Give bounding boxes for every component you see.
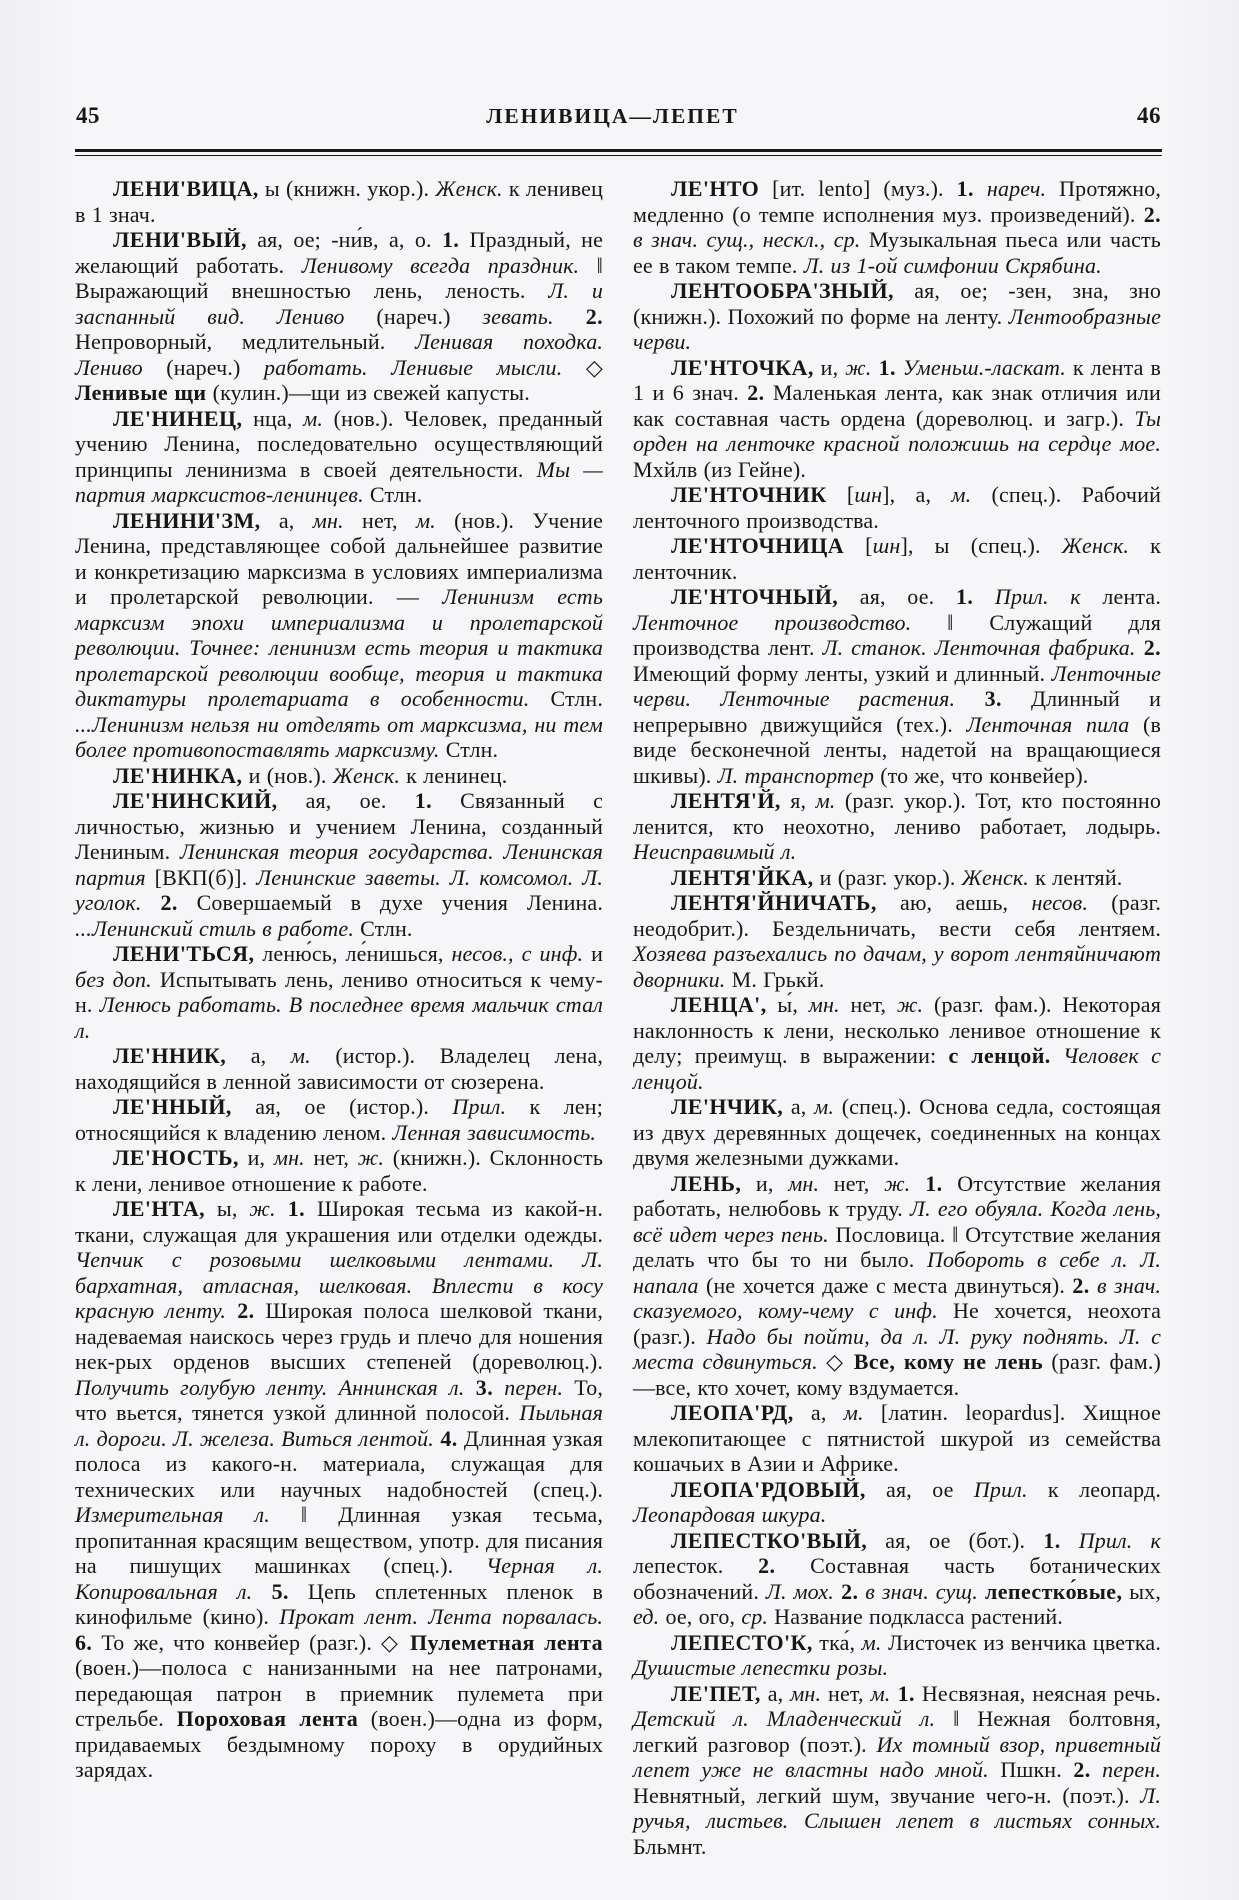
bold-text-run: ЛЕНТЯ'ЙНИЧАТЬ,	[671, 890, 877, 915]
dictionary-entry	[633, 584, 1161, 788]
bold-text-run: ЛЕ'НИНЕЦ,	[113, 405, 243, 431]
bold-text-run: ЛЕНИ'ТЬСЯ,	[113, 941, 255, 966]
bold-text-run: 4.	[433, 1425, 458, 1451]
text-run: М. Грькй.	[725, 966, 825, 992]
text-run: к лен; относящийся к владению леном.	[75, 1094, 603, 1145]
text-run: аю, аешь,	[876, 890, 1032, 915]
italic-text-run: Надо бы пойти, да л. Л. руку поднять. Л. с места сдвинуться.	[633, 1323, 1161, 1374]
bold-text-run: ЛЕ'НТОЧКА,	[671, 354, 814, 380]
text-run: То же, что конвейер (разг.). ◇	[92, 1629, 411, 1655]
italic-text-run: Чепчик с розовыми шелковыми лентами. Л. бархатная, атласная, шелковая. Вплести в косу красную ленту.	[75, 1247, 603, 1323]
text-run: нца,	[242, 405, 304, 431]
text-run: Совершаемый в духе учения Ленина.	[177, 890, 603, 915]
bold-text-run: 1.	[1043, 1527, 1061, 1553]
italic-text-run: в знач. сказуемого, кому-чему с инф.	[633, 1272, 1161, 1323]
header-double-rule	[75, 149, 1162, 156]
text-run: нет,	[304, 1145, 358, 1170]
text-run: (книжн.). Склонность к лени, ленивое отношение к работе.	[75, 1145, 604, 1196]
bold-text-run: ЛЕНЦА',	[671, 992, 767, 1017]
italic-text-run: без доп.	[75, 966, 152, 992]
text-run: Протяжно, медленно (о темпе исполнения муз. произведений).	[633, 176, 1162, 227]
italic-text-run: мн.	[273, 1145, 305, 1170]
column-left	[75, 176, 603, 1859]
italic-text-run: Л. станок. Ленточная фабрика.	[822, 635, 1136, 660]
text-run: (в виде бесконечной ленты, надетой на вращающиеся шкивы).	[633, 711, 1161, 788]
text-run: Листочек из венчика цветка.	[881, 1629, 1161, 1655]
text-run: Длинный и непрерывно движущийся (тех.).	[633, 686, 1161, 737]
text-run: Стлн.	[363, 482, 423, 507]
text-run: ая, ое.	[838, 584, 956, 609]
text-run: и,	[813, 354, 846, 380]
bold-text-run: 2.	[226, 1298, 255, 1323]
bold-text-run: 1.	[910, 1170, 943, 1196]
bold-text-run: 2.	[833, 1578, 859, 1604]
text-run: Маленькая лента, как знак отличия или как составная часть ордена (дореволюц. и загр.).	[633, 380, 1161, 431]
text-run: ая, ое	[865, 1476, 974, 1502]
bold-text-run: ЛЕНТООБРА'ЗНЫЙ,	[671, 278, 894, 303]
text-run: ], а,	[882, 482, 952, 507]
text-run: нет,	[821, 1680, 871, 1706]
italic-text-run: Л. ручья, листьев. Слышен лепет в листьях сонных.	[633, 1782, 1161, 1833]
bold-text-run: 3.	[955, 686, 1002, 711]
italic-text-run: Побороть в себе л. Л. напала	[633, 1247, 1161, 1298]
text-run: (спец.). Основа седла, состоящая из двух деревянных дощечек, соединенных на концах двумя железными дужками.	[633, 1094, 1161, 1170]
text-run: (разг. фам.)—все, кто хочет, кому вздумается.	[633, 1349, 1161, 1400]
italic-text-run: шн	[872, 533, 901, 558]
text-run: ы (книжн. укор.).	[258, 176, 436, 201]
italic-text-run: Ленивая походка. Лениво	[75, 329, 603, 380]
italic-text-run: Прил.	[973, 1476, 1028, 1502]
text-run: а,	[226, 1043, 291, 1068]
text-run: ая, ое (истор.).	[231, 1094, 453, 1119]
text-run: (разг. укор.). Тот, кто постоянно ленится, кто неохотно, лениво работает, лодырь.	[633, 788, 1161, 839]
bold-text-run: Пороховая лента	[176, 1706, 359, 1731]
italic-text-run: ...Ленинский стиль в работе.	[75, 915, 354, 941]
text-run: (нареч.)	[142, 354, 265, 380]
italic-text-run: Женск.	[1061, 533, 1130, 558]
italic-text-run: Прил. к	[973, 584, 1081, 609]
bold-text-run: 2.	[1072, 1272, 1090, 1298]
text-run: (разг. фам.). Некоторая наклонность к лени, несколько ленивое отношение к делу; преимущ. в выражении:	[633, 992, 1161, 1068]
text-run: [	[826, 482, 855, 507]
italic-text-run: Ленная зависимость.	[392, 1119, 597, 1145]
text-run: [ВКП(б)].	[145, 864, 257, 890]
italic-text-run: ж.	[357, 1145, 385, 1170]
text-run: (кулин.)—щи из свежей капусты.	[206, 380, 530, 405]
dictionary-entry	[633, 176, 1161, 278]
italic-text-run: ж.	[884, 1170, 911, 1196]
dictionary-entry	[75, 763, 603, 789]
italic-text-run: Л. из 1-ой симфонии Скрябина.	[803, 252, 1102, 278]
dictionary-entry	[633, 992, 1161, 1094]
bold-text-run: ЛЕОПА'РД,	[671, 1400, 794, 1425]
bold-text-run: лепестко́вые,	[977, 1578, 1123, 1604]
text-run: [ит. lento] (муз.).	[759, 176, 957, 201]
bold-text-run: 5.	[252, 1578, 289, 1604]
text-run: (не хочется даже с места двинуться).	[698, 1272, 1073, 1298]
text-run: Не хочется, неохота (разг.).	[633, 1298, 1161, 1349]
page-header	[76, 103, 1161, 129]
bold-text-run: 3.	[464, 1374, 494, 1400]
bold-text-run: ЛЕ'НОСТЬ,	[113, 1145, 239, 1170]
italic-text-run: м.	[814, 1094, 834, 1119]
italic-text-run: Мы — партия марксистов-ленинцев.	[75, 456, 603, 507]
italic-text-run: ж.	[896, 992, 924, 1017]
text-run: к лентяй.	[1028, 864, 1123, 890]
bold-text-run: Пулеметная лента	[410, 1629, 603, 1655]
bold-text-run: ЛЕ'НТОЧНИК	[671, 482, 827, 507]
italic-text-run: м.	[290, 1043, 311, 1068]
text-run: я,	[780, 788, 816, 813]
dictionary-entry	[633, 788, 1161, 865]
text-run: к леопард.	[1027, 1476, 1161, 1502]
italic-text-run: перен.	[493, 1374, 564, 1400]
text-run: Стлн.	[439, 737, 499, 762]
text-run: (нов.). Учение Ленина, представляющее собой дальнейшее развитие и конкретизацию марксизма в условиях империализма и пролетарской революции. —	[75, 507, 603, 609]
italic-text-run: Прокат лент. Лента порвалась.	[279, 1604, 603, 1629]
text-run: Пшкн.	[988, 1757, 1074, 1782]
bold-text-run: с ленцой.	[948, 1043, 1051, 1068]
bold-text-run: ЛЕНТЯ'Й,	[671, 788, 781, 813]
text-run: Испытывать лень, лениво относиться к чему-н.	[75, 966, 603, 1017]
italic-text-run: Леопардовая шкура.	[633, 1502, 827, 1527]
text-run: [	[844, 533, 873, 558]
text-run: Название подкласса растений.	[768, 1604, 1063, 1629]
bold-text-run: ЛЕ'НИНКА,	[113, 762, 243, 788]
text-run: ◇	[817, 1349, 854, 1374]
italic-text-run: Душистые лепестки розы.	[633, 1655, 889, 1680]
text-run: ‖ Выражающий внешностью лень, леность.	[75, 252, 603, 303]
text-columns	[75, 176, 1161, 1859]
text-run: к ленинец.	[400, 762, 508, 788]
text-run: ая, ое; -ни́в, а, о.	[246, 227, 442, 252]
italic-text-run: зевать.	[482, 303, 554, 329]
italic-text-run: Прил.	[452, 1094, 507, 1119]
italic-text-run: в знач. сущ.	[858, 1578, 978, 1604]
text-run: к ленивец в 1 знач.	[75, 176, 603, 227]
italic-text-run: м.	[861, 1629, 882, 1655]
text-run: Бльмнт.	[633, 1833, 707, 1859]
italic-text-run: нареч.	[973, 176, 1047, 201]
text-run: (нареч.)	[344, 303, 483, 329]
bold-text-run: 2.	[553, 303, 603, 329]
text-run: нет,	[819, 1170, 885, 1196]
text-run: ы́,	[766, 992, 809, 1017]
text-run: [латин. leopardus]. Хищное млекопитающее с пятнистой шкурой из семейства кошачьих в Азии и Африке.	[633, 1400, 1161, 1476]
dictionary-entry	[633, 1681, 1161, 1860]
italic-text-run: Их томный взор, приветный лепет уже не властны надо мной.	[633, 1731, 1161, 1782]
bold-text-run: 1.	[955, 584, 974, 609]
text-run: ], ы (спец.).	[900, 533, 1062, 558]
italic-text-run: м.	[303, 405, 323, 431]
bold-text-run: 1.	[441, 227, 460, 252]
text-run: ‖ Длинная узкая тесьма, пропитанная красящим веществом, употр. для писания на пишущих машинках (спец.).	[75, 1502, 603, 1578]
dictionary-entry	[75, 1145, 603, 1196]
column-right	[633, 176, 1161, 1859]
italic-text-run: мн.	[788, 1170, 820, 1196]
dictionary-entry	[633, 865, 1161, 891]
italic-text-run: Детский л. Младенческий л.	[633, 1706, 936, 1731]
italic-text-run: ср.	[741, 1604, 769, 1629]
italic-text-run: Ты орден на ленточке красной положишь на сердце мое.	[633, 405, 1161, 456]
text-run: Широкая тесьма из какой-н. ткани, служащая для украшения или отделки одежды.	[75, 1196, 603, 1247]
dictionary-entry	[75, 788, 603, 941]
text-run: ‖ Нежная болтовня, легкий разговор (поэт.).	[633, 1706, 1161, 1757]
italic-text-run: Ленинская теория государства. Ленинская партия	[75, 839, 603, 890]
running-head-title: ЛЕНИВИЦА—ЛЕПЕТ	[486, 104, 739, 128]
bold-text-run: ЛЕ'НТОЧНЫЙ,	[671, 584, 839, 609]
dictionary-entry	[75, 176, 603, 227]
text-run: (нов.). Человек, преданный учению Ленина, последовательно осуществляющий принципы ленинизма в своей деятельности.	[75, 405, 603, 482]
dictionary-entry	[75, 406, 603, 508]
dictionary-entry	[633, 355, 1161, 483]
bold-text-run: ЛЕ'НТО	[671, 176, 760, 201]
bold-text-run: ЛЕПЕСТКО'ВЫЙ,	[671, 1527, 868, 1553]
italic-text-run: в знач. сущ., нескл., ср.	[633, 227, 861, 252]
text-run: ая, ое (бот.).	[867, 1527, 1044, 1553]
text-run: Пословица. ‖ Отсутствие желания делать что бы то ни было.	[633, 1221, 1162, 1272]
dictionary-entry	[75, 1043, 603, 1094]
text-run: (воен.)—полоса с нанизанными на нее патронами, передающая патрон в приемник пулемета при стрельбе.	[75, 1655, 603, 1731]
text-run: Невнятный, легкий шум, звучание чего-н. (поэт.).	[633, 1782, 1141, 1808]
bold-text-run: 1.	[871, 354, 896, 380]
dictionary-entry	[633, 890, 1161, 992]
text-run: Непроворный, медлительный.	[75, 329, 416, 354]
italic-text-run: Пыльная л. дороги. Л. железа. Виться лентой.	[75, 1400, 603, 1451]
italic-text-run: Ленточная пила	[966, 711, 1130, 737]
italic-text-run: Л. его обуяла. Когда лень, всё идет через пень.	[633, 1196, 1162, 1247]
text-run: а,	[760, 1680, 791, 1706]
italic-text-run: перен.	[1090, 1757, 1162, 1782]
italic-text-run: ж.	[845, 354, 872, 380]
italic-text-run: Ленточное производство.	[633, 609, 912, 635]
dictionary-entry	[75, 227, 603, 406]
italic-text-run: ...Ленинизм нельзя ни отделять от марксизма, ни тем более противопоставлять марксизму.	[75, 711, 603, 762]
bold-text-run: ЛЕПЕСТО'К,	[671, 1629, 813, 1655]
dictionary-entry	[75, 941, 603, 1043]
italic-text-run: Л. транспортер	[717, 762, 875, 788]
bold-text-run: ЛЕ'НТА,	[113, 1196, 206, 1221]
bold-text-run: Все, кому не лень	[853, 1349, 1043, 1374]
text-run: тка́,	[812, 1629, 862, 1655]
text-run: а,	[260, 507, 313, 533]
text-run: лепесток.	[633, 1553, 759, 1578]
bold-text-run: 2.	[141, 890, 178, 915]
bold-text-run: 6.	[75, 1629, 93, 1655]
bold-text-run: ЛЕ'НИНСКИЙ,	[113, 788, 278, 813]
text-run: нет,	[343, 507, 416, 533]
italic-text-run: мн.	[808, 992, 840, 1017]
text-run: к ленточник.	[633, 533, 1161, 584]
italic-text-run: м.	[870, 1680, 891, 1706]
dictionary-entry	[633, 1094, 1161, 1171]
bold-text-run: 1.	[890, 1680, 915, 1706]
text-run: а,	[783, 1094, 815, 1119]
text-run: а,	[793, 1400, 844, 1425]
italic-text-run: Женск.	[961, 864, 1029, 890]
text-run: Составная часть ботанических обозначений.	[633, 1553, 1161, 1604]
italic-text-run: Лентообразные черви.	[633, 303, 1161, 354]
italic-text-run: Ленточные черви. Ленточные растения.	[633, 660, 1161, 711]
italic-text-run: Уменьш.-ласкат.	[895, 354, 1066, 380]
text-run: и (нов.).	[242, 762, 333, 788]
italic-text-run: м.	[843, 1400, 864, 1425]
text-run: Отсутствие желания работать, нелюбовь к труду.	[633, 1170, 1161, 1221]
italic-text-run: Неисправимый л.	[633, 839, 797, 864]
italic-text-run: Л. мох.	[765, 1578, 834, 1604]
italic-text-run: Ленивому всегда праздник.	[301, 252, 580, 278]
italic-text-run: Ленинские заветы. Л. комсомол. Л. уголок.	[75, 864, 603, 915]
italic-text-run: Хозяева разъехались по дачам, у ворот лентяйничают дворники.	[633, 941, 1161, 992]
italic-text-run: м.	[415, 507, 436, 533]
text-run: ◇	[562, 354, 603, 380]
text-run: (истор.). Владелец лена, находящийся в ленной зависимости от сюзерена.	[75, 1043, 603, 1094]
bold-text-run: ЛЕНЬ,	[671, 1170, 742, 1196]
bold-text-run: ЛЕ'НЧИК,	[671, 1094, 784, 1119]
italic-text-run: Человек с ленцой.	[633, 1043, 1162, 1094]
dictionary-entry	[633, 533, 1161, 584]
page-number-left: 45	[76, 103, 100, 128]
dictionary-entry	[633, 1171, 1161, 1401]
dictionary-entry	[633, 1477, 1161, 1528]
text-run: Мхйлв (из Гейне).	[633, 456, 806, 482]
dictionary-entry	[633, 1400, 1161, 1477]
text-run: Цепь сплетенных пленок в кинофильме (кино).	[75, 1578, 603, 1629]
italic-text-run: ж.	[249, 1196, 276, 1221]
italic-text-run: м.	[815, 788, 836, 813]
text-run: к лента в 1 и 6 знач.	[633, 354, 1162, 405]
text-run: Длинная узкая полоса из какого-н. материала, служащая для технических или научных надобностей (спец.).	[75, 1425, 603, 1502]
text-run: (воен.)—одна из форм, придаваемых бездымному пороху в орудийных зарядах.	[75, 1706, 604, 1782]
text-run: леню́сь, ле́нишься,	[254, 941, 452, 966]
bold-text-run: ЛЕ'ННЫЙ,	[113, 1094, 232, 1119]
text-run: ая, ое; -зен, зна, зно (книжн.). Похожий по форме на ленту.	[633, 278, 1161, 329]
italic-text-run: мн.	[790, 1680, 822, 1706]
bold-text-run: ЛЕ'ПЕТ,	[671, 1680, 761, 1706]
bold-text-run: ЛЕНИ'ВИЦА,	[113, 176, 259, 201]
text-run: Связанный с личностью, жизнью и учением Ленина, созданный Лениным.	[75, 788, 603, 864]
italic-text-run: несов., с инф.	[451, 941, 584, 966]
bold-text-run: 2.	[1143, 201, 1161, 227]
text-run: (спец.). Рабочий ленточного производства.	[633, 482, 1161, 533]
dictionary-entry	[633, 278, 1161, 355]
text-run: (разг. неодобрит.). Бездельничать, вести себя лентяем.	[633, 890, 1161, 941]
text-run: Широкая полоса шелковой ткани, надеваемая наискось через грудь и плечо для ношения нек-рых орденов высших степеней (дореволюц.).	[75, 1298, 604, 1374]
bold-text-run: 2.	[1073, 1757, 1091, 1782]
italic-text-run: Получить голубую ленту. Аннинская л.	[75, 1374, 465, 1400]
bold-text-run: ЛЕОПА'РДОВЫЙ,	[671, 1476, 866, 1502]
italic-text-run: Женск.	[435, 176, 503, 201]
text-run: ая, ое.	[277, 788, 415, 813]
bold-text-run: ЛЕ'НТОЧНИЦА	[671, 533, 845, 558]
text-run: и,	[238, 1145, 274, 1170]
italic-text-run: Ленюсь работать. В последнее время мальчик стал л.	[75, 992, 603, 1043]
dictionary-entry	[633, 482, 1161, 533]
bold-text-run: ЛЕНИ'ВЫЙ,	[113, 227, 247, 252]
text-run: ‖ Служащий для производства лент.	[633, 609, 1161, 660]
text-run: ых,	[1122, 1578, 1161, 1604]
text-run: Стлн.	[353, 915, 413, 941]
italic-text-run: несов.	[1031, 890, 1089, 915]
text-run: нет,	[839, 992, 897, 1017]
text-run: Несвязная, неясная речь.	[914, 1680, 1161, 1706]
text-run: Музыкальная пьеса или часть ее в таком темпе.	[633, 227, 1161, 278]
italic-text-run: м.	[951, 482, 972, 507]
italic-text-run: Женск.	[332, 762, 401, 788]
bold-text-run: Ленивые щи	[75, 380, 207, 405]
text-run: лента.	[1080, 584, 1161, 609]
bold-text-run: ЛЕНИНИ'ЗМ,	[113, 507, 261, 533]
bold-text-run: ЛЕ'ННИК,	[113, 1043, 227, 1068]
italic-text-run: Ленинизм есть марксизм эпохи империализма и пролетарской революции. Точнее: ленинизм есть теория и тактика пролетарской революции вообще, теория и тактика диктатуры пролетариата в особенности.	[75, 584, 604, 711]
bold-text-run: 1.	[275, 1196, 306, 1221]
dictionary-entry	[75, 1196, 603, 1783]
text-run: ы,	[205, 1196, 250, 1221]
text-run: ое, ого,	[659, 1604, 742, 1629]
bold-text-run: ЛЕНТЯ'ЙКА,	[671, 864, 814, 890]
bold-text-run: 2.	[1135, 635, 1162, 660]
text-run: То, что вьется, тянется узкой длинной полосой.	[75, 1374, 603, 1425]
text-run: и,	[741, 1170, 789, 1196]
dictionary-entry	[633, 1528, 1161, 1630]
bold-text-run: 1.	[956, 176, 974, 201]
dictionary-entry	[633, 1630, 1161, 1681]
italic-text-run: Прил. к	[1060, 1527, 1161, 1553]
italic-text-run: работать. Ленивые мысли.	[264, 354, 563, 380]
text-run: Имеющий форму ленты, узкий и длинный.	[633, 660, 1052, 686]
bold-text-run: 2.	[747, 380, 765, 405]
italic-text-run: Измерительная л.	[75, 1502, 270, 1527]
bold-text-run: 2.	[758, 1553, 776, 1578]
dictionary-entry	[75, 508, 603, 763]
italic-text-run: Черная л. Копировальная л.	[75, 1553, 603, 1604]
text-run: (то же, что конвейер).	[874, 762, 1089, 788]
italic-text-run: ед.	[633, 1604, 660, 1629]
text-run: и	[583, 941, 603, 966]
italic-text-run: мн.	[312, 507, 344, 533]
text-run: и (разг. укор.).	[813, 864, 962, 890]
dictionary-entry	[75, 1094, 603, 1145]
text-run: Праздный, не желающий работать.	[75, 227, 603, 278]
text-run: Стлн.	[529, 686, 604, 711]
italic-text-run: шн	[854, 482, 883, 507]
italic-text-run: Л. и заспанный вид. Лениво	[75, 278, 603, 329]
bold-text-run: 1.	[414, 788, 433, 813]
page-number-right: 46	[1136, 103, 1161, 128]
